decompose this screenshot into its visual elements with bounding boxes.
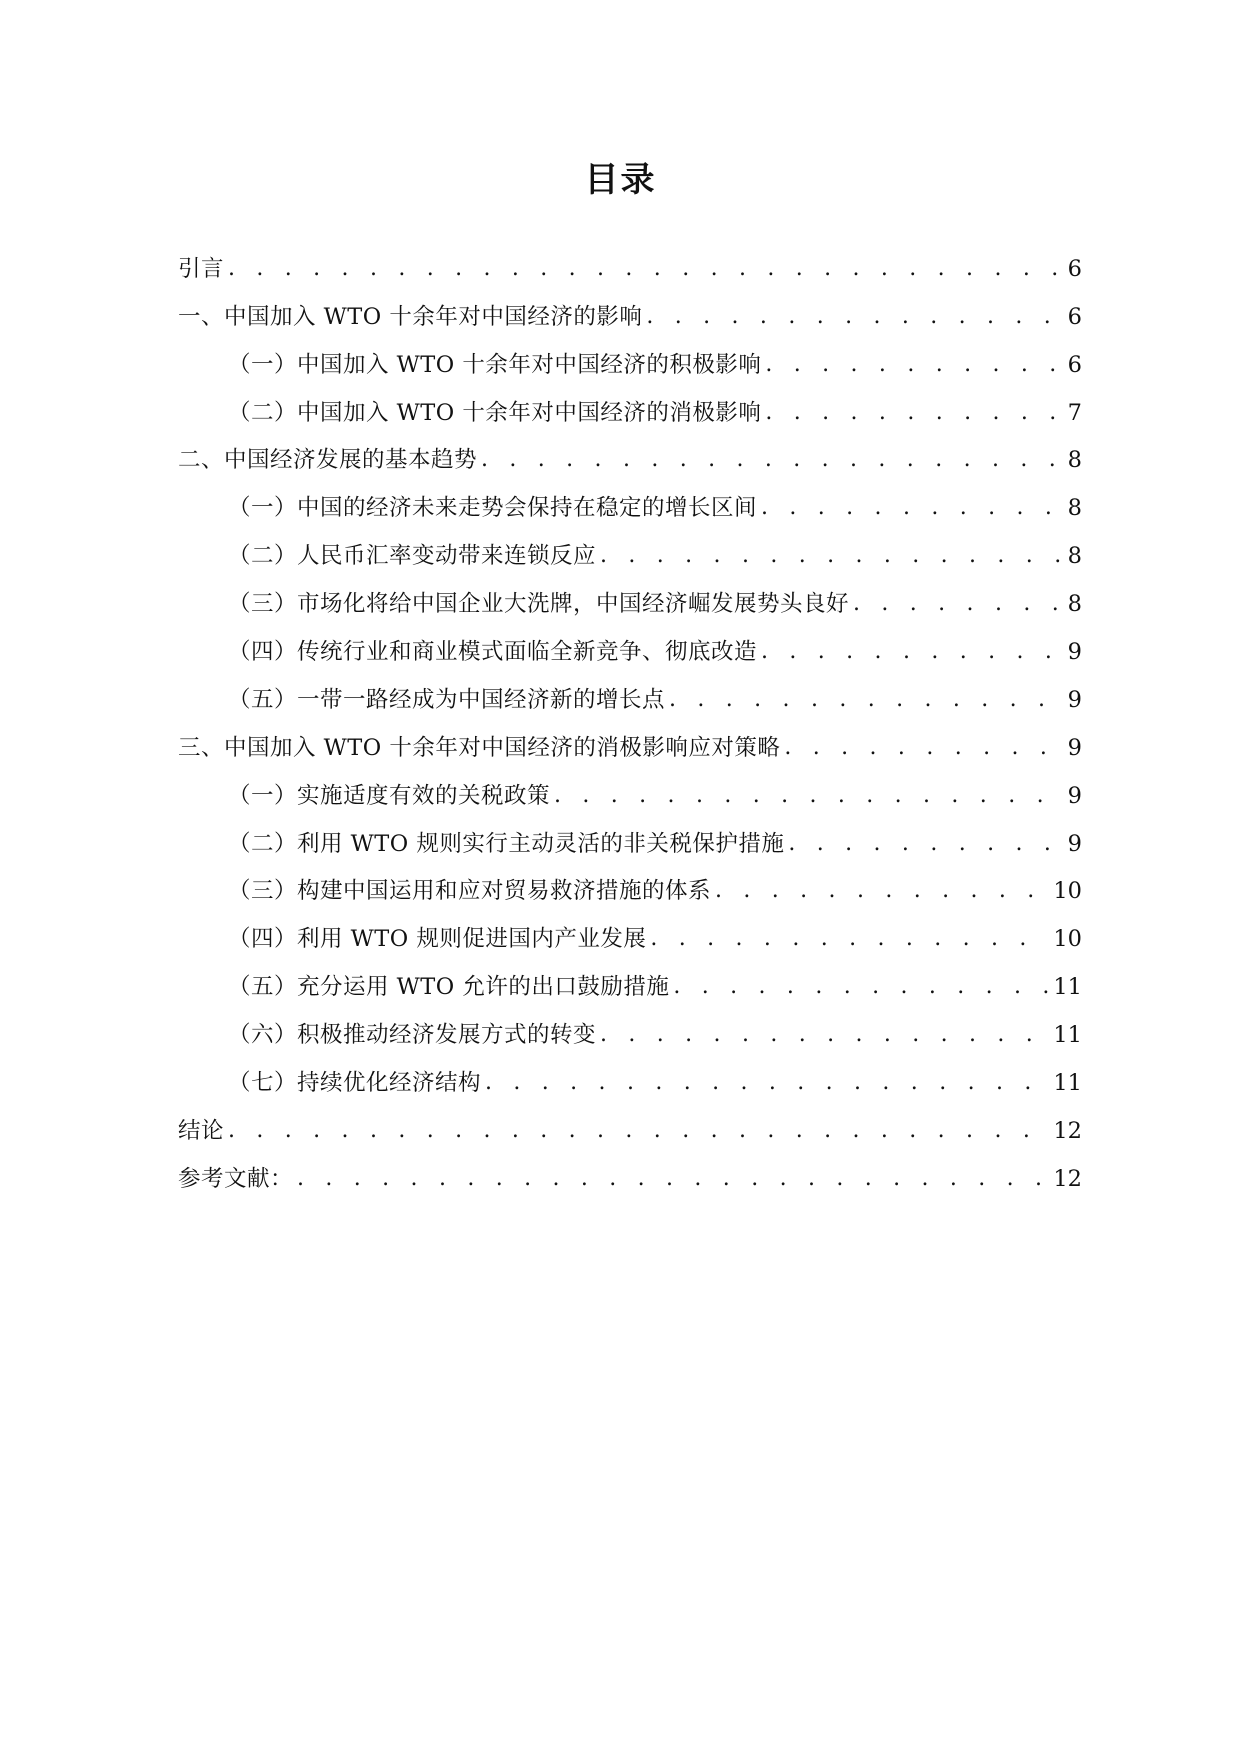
toc-page-number: 12 — [1053, 1165, 1082, 1192]
toc-dot-leader — [788, 829, 1063, 859]
toc-entry-section-3-5[interactable] — [178, 954, 1082, 1002]
toc-entry-section-2-2[interactable] — [178, 523, 1082, 571]
toc-entry-section-3-2[interactable] — [178, 811, 1082, 859]
toc-entry-section-3-1[interactable] — [178, 763, 1082, 811]
toc-dot-leader — [600, 1020, 1049, 1050]
toc-entry-text: （一）中国加入 WTO 十余年对中国经济的积极影响 — [228, 351, 762, 378]
toc-entry-text: （二）利用 WTO 规则实行主动灵活的非关税保护措施 — [228, 830, 785, 857]
toc-page-number: 9 — [1067, 782, 1082, 809]
toc-dot-leader — [784, 733, 1063, 763]
toc-dot-leader — [297, 1164, 1049, 1194]
toc-page-number: 11 — [1053, 1022, 1082, 1049]
toc-page-number: 9 — [1067, 830, 1082, 857]
toc-dot-leader — [600, 541, 1064, 571]
toc-entry-text: （三）构建中国运用和应对贸易救济措施的体系 — [228, 878, 712, 905]
toc-entry-text: （五）充分运用 WTO 允许的出口鼓励措施 — [228, 974, 670, 1001]
toc-dot-leader — [228, 1116, 1049, 1146]
toc-entry-section-3[interactable] — [178, 715, 1082, 763]
toc-entry-text: 引言 — [178, 255, 225, 282]
toc-entry-text: （一）中国的经济未来走势会保持在稳定的增长区间 — [228, 495, 758, 522]
toc-page-number: 9 — [1067, 639, 1082, 666]
toc-dot-leader — [853, 589, 1064, 619]
toc-dot-leader — [650, 924, 1049, 954]
toc-page-number: 10 — [1053, 926, 1082, 953]
toc-dot-leader — [485, 1068, 1049, 1098]
toc-title: 目录 — [584, 160, 657, 200]
toc-entry-section-1[interactable] — [178, 284, 1082, 332]
toc-page-number: 6 — [1067, 255, 1082, 282]
toc-entry-section-2-3[interactable] — [178, 571, 1082, 619]
toc-page-number: 7 — [1067, 399, 1082, 426]
toc-dot-leader — [761, 493, 1064, 523]
toc-entry-section-3-6[interactable] — [178, 1002, 1082, 1050]
toc-dot-leader — [669, 685, 1064, 715]
toc-dot-leader — [673, 972, 1049, 1002]
toc-entry-section-2-4[interactable] — [178, 619, 1082, 667]
toc-entry-intro[interactable] — [178, 236, 1082, 284]
toc-dot-leader — [481, 445, 1064, 475]
toc-entry-section-3-4[interactable] — [178, 906, 1082, 954]
toc-entry-references[interactable] — [178, 1146, 1082, 1194]
table-of-contents — [178, 236, 1082, 1194]
toc-entry-section-3-7[interactable] — [178, 1050, 1082, 1098]
toc-entry-text: 二、中国经济发展的基本趋势 — [178, 447, 478, 474]
toc-entry-text: （二）人民币汇率变动带来连锁反应 — [228, 543, 597, 570]
toc-page-number: 11 — [1053, 1070, 1082, 1097]
toc-entry-text: 结论 — [178, 1117, 225, 1144]
toc-page-number: 11 — [1053, 974, 1082, 1001]
toc-dot-leader — [761, 637, 1064, 667]
toc-page-number: 8 — [1067, 591, 1082, 618]
toc-page-number: 10 — [1053, 878, 1082, 905]
toc-entry-text: （六）积极推动经济发展方式的转变 — [228, 1022, 597, 1049]
toc-entry-text: （四）利用 WTO 规则促进国内产业发展 — [228, 926, 647, 953]
toc-dot-leader — [554, 781, 1064, 811]
toc-entry-text: （七）持续优化经济结构 — [228, 1070, 482, 1097]
toc-page-number: 9 — [1067, 734, 1082, 761]
toc-entry-section-1-1[interactable] — [178, 332, 1082, 380]
toc-entry-section-1-2[interactable] — [178, 380, 1082, 428]
toc-page-number: 8 — [1067, 495, 1082, 522]
toc-page-number: 6 — [1067, 303, 1082, 330]
toc-dot-leader — [646, 302, 1063, 332]
toc-page-number: 6 — [1067, 351, 1082, 378]
toc-entry-text: （二）中国加入 WTO 十余年对中国经济的消极影响 — [228, 399, 762, 426]
toc-entry-section-2-1[interactable] — [178, 475, 1082, 523]
toc-entry-text: 三、中国加入 WTO 十余年对中国经济的消极影响应对策略 — [178, 734, 781, 761]
toc-page-number: 12 — [1053, 1117, 1082, 1144]
toc-dot-leader — [765, 350, 1063, 380]
toc-entry-text: （一）实施适度有效的关税政策 — [228, 782, 551, 809]
toc-entry-text: 一、中国加入 WTO 十余年对中国经济的影响 — [178, 303, 643, 330]
toc-entry-section-3-3[interactable] — [178, 859, 1082, 907]
toc-entry-conclusion[interactable] — [178, 1098, 1082, 1146]
toc-entry-text: 参考文献： — [178, 1165, 294, 1192]
toc-page-number: 8 — [1067, 447, 1082, 474]
toc-entry-text: （三）市场化将给中国企业大洗牌，中国经济崛发展势头良好 — [228, 591, 850, 618]
toc-entry-section-2-5[interactable] — [178, 667, 1082, 715]
toc-dot-leader — [228, 254, 1064, 284]
toc-entry-text: （五）一带一路经成为中国经济新的增长点 — [228, 686, 666, 713]
toc-page-number: 8 — [1067, 543, 1082, 570]
toc-dot-leader — [765, 398, 1063, 428]
toc-entry-section-2[interactable] — [178, 428, 1082, 476]
toc-entry-text: （四）传统行业和商业模式面临全新竞争、彻底改造 — [228, 639, 758, 666]
toc-page-number: 9 — [1067, 686, 1082, 713]
toc-dot-leader — [715, 876, 1049, 906]
